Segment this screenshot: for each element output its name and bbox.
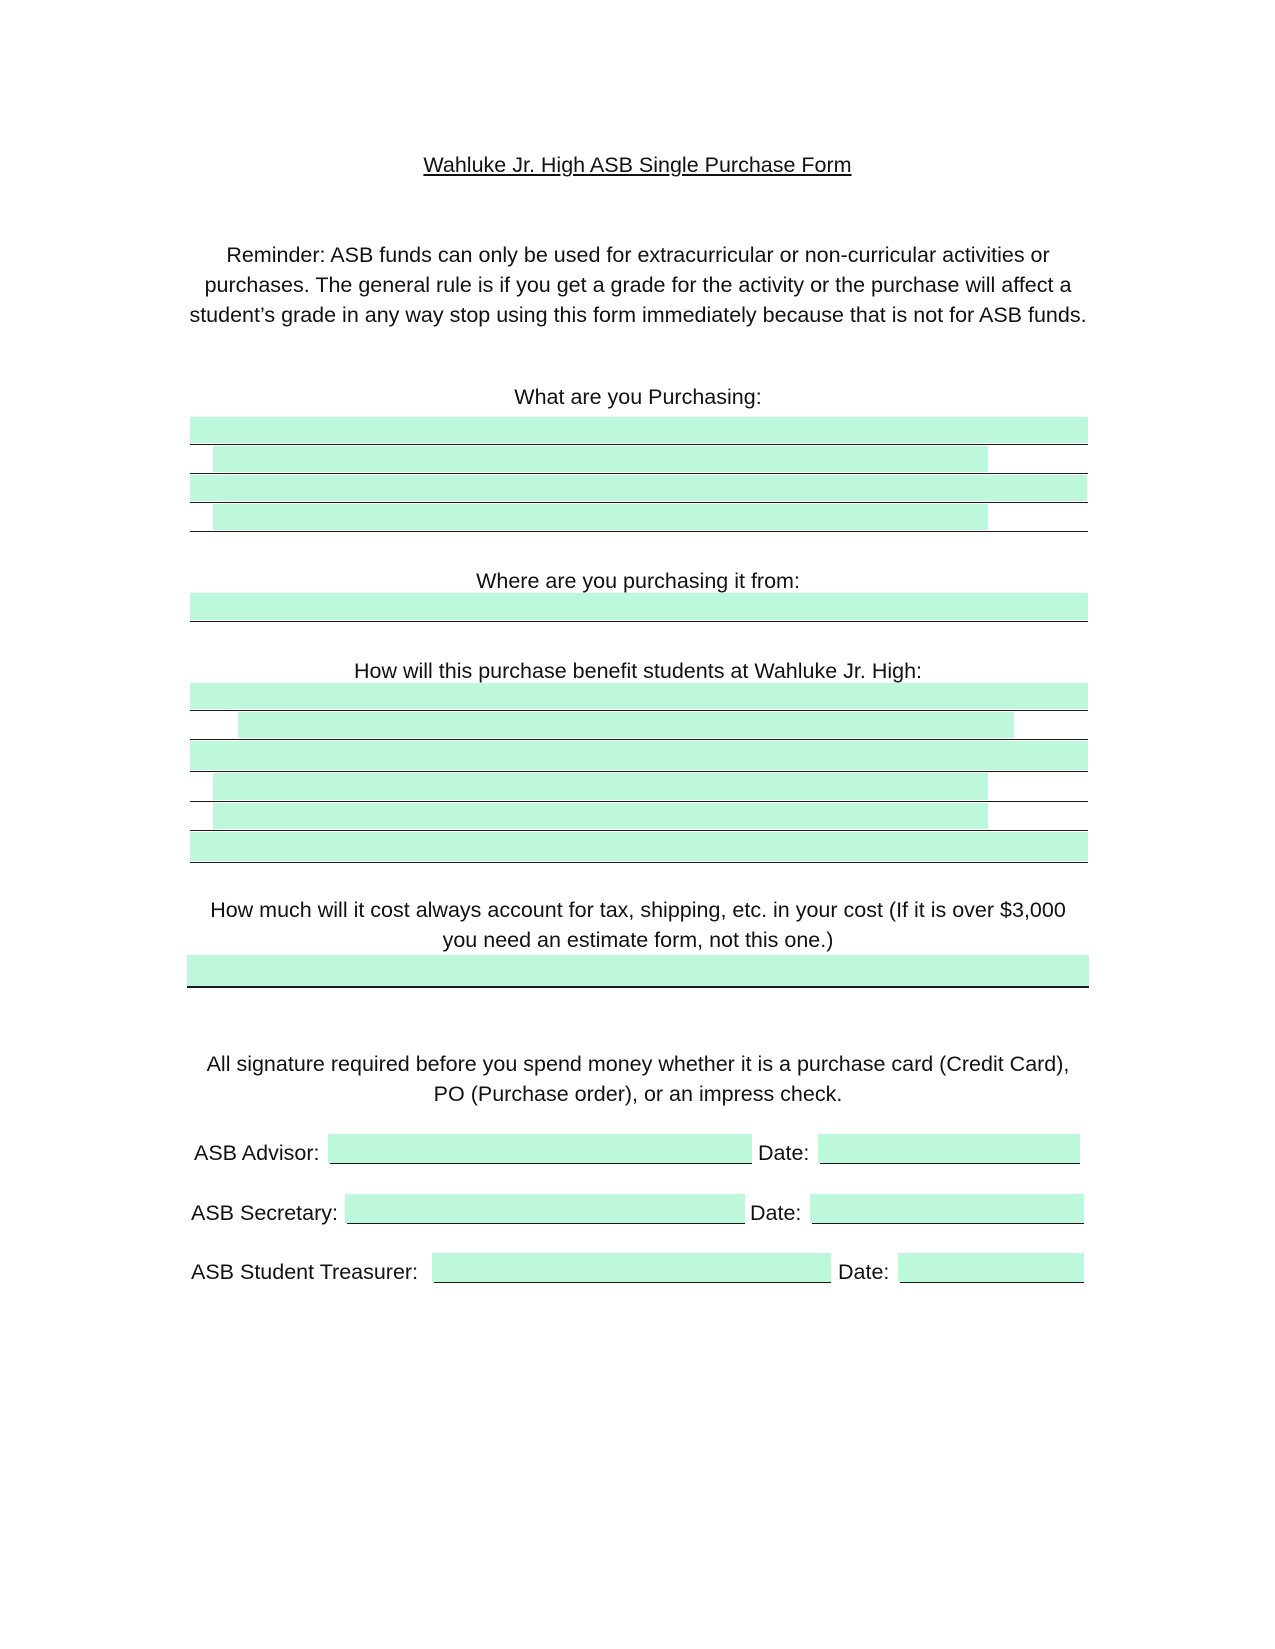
line — [347, 1223, 745, 1224]
treasurer-signature-field[interactable] — [432, 1253, 831, 1282]
secretary-date-field[interactable] — [810, 1194, 1084, 1223]
line — [820, 1163, 1080, 1164]
benefit-field-6[interactable] — [190, 832, 1088, 861]
line — [330, 1163, 752, 1164]
what-purchasing-label: What are you Purchasing: — [514, 385, 762, 409]
line — [190, 830, 1088, 831]
advisor-date-field[interactable] — [818, 1134, 1080, 1163]
what-purchasing-field-4[interactable] — [213, 504, 988, 530]
signature-note: All signature required before you spend money whether it is a purchase card (Credit Card), PO (Purchase order), or an impress check. — [206, 1052, 1070, 1106]
benefit-field-5[interactable] — [213, 803, 988, 829]
line — [190, 531, 1088, 532]
secretary-label: ASB Secretary: — [191, 1201, 338, 1225]
line — [190, 710, 1088, 711]
line — [900, 1282, 1084, 1283]
reminder-paragraph: Reminder: ASB funds can only be used for extracurricular or non-curricular activities or purchases. The general rule is if you get a grade for the activity or the purchase will affect a student’s grade in any way stop using this form immediately because that is not for ASB funds. — [189, 243, 1087, 327]
secretary-signature-field[interactable] — [345, 1194, 745, 1223]
line — [190, 862, 1088, 863]
advisor-date-label: Date: — [758, 1141, 810, 1165]
line — [812, 1223, 1084, 1224]
advisor-signature-field[interactable] — [328, 1134, 752, 1163]
line — [187, 986, 1089, 988]
line — [190, 771, 1088, 772]
treasurer-date-field[interactable] — [898, 1253, 1084, 1282]
cost-label: How much will it cost always account for tax, shipping, etc. in your cost (If it is over $3,000 you need an estimate form, not this one.) — [210, 898, 1066, 952]
treasurer-date-label: Date: — [838, 1260, 890, 1284]
line — [190, 739, 1088, 740]
form-title: Wahluke Jr. High ASB Single Purchase Form — [423, 153, 852, 177]
line — [190, 444, 1088, 445]
benefit-field-2[interactable] — [238, 712, 1014, 738]
benefit-label: How will this purchase benefit students at Wahluke Jr. High: — [353, 659, 923, 683]
what-purchasing-field-3[interactable] — [190, 475, 1087, 501]
line — [190, 801, 1088, 802]
what-purchasing-field-2[interactable] — [213, 446, 988, 472]
benefit-field-1[interactable] — [190, 683, 1088, 709]
line — [190, 473, 1088, 474]
benefit-field-4[interactable] — [213, 773, 988, 800]
line — [190, 502, 1088, 503]
cost-field[interactable] — [187, 955, 1089, 987]
what-purchasing-field-1[interactable] — [190, 417, 1088, 443]
line — [434, 1282, 831, 1283]
secretary-date-label: Date: — [750, 1201, 802, 1225]
line — [190, 621, 1088, 622]
where-purchasing-label: Where are you purchasing it from: — [476, 569, 800, 593]
advisor-label: ASB Advisor: — [194, 1141, 320, 1165]
where-purchasing-field[interactable] — [190, 593, 1088, 620]
benefit-field-3[interactable] — [190, 741, 1088, 770]
treasurer-label: ASB Student Treasurer: — [191, 1260, 419, 1284]
